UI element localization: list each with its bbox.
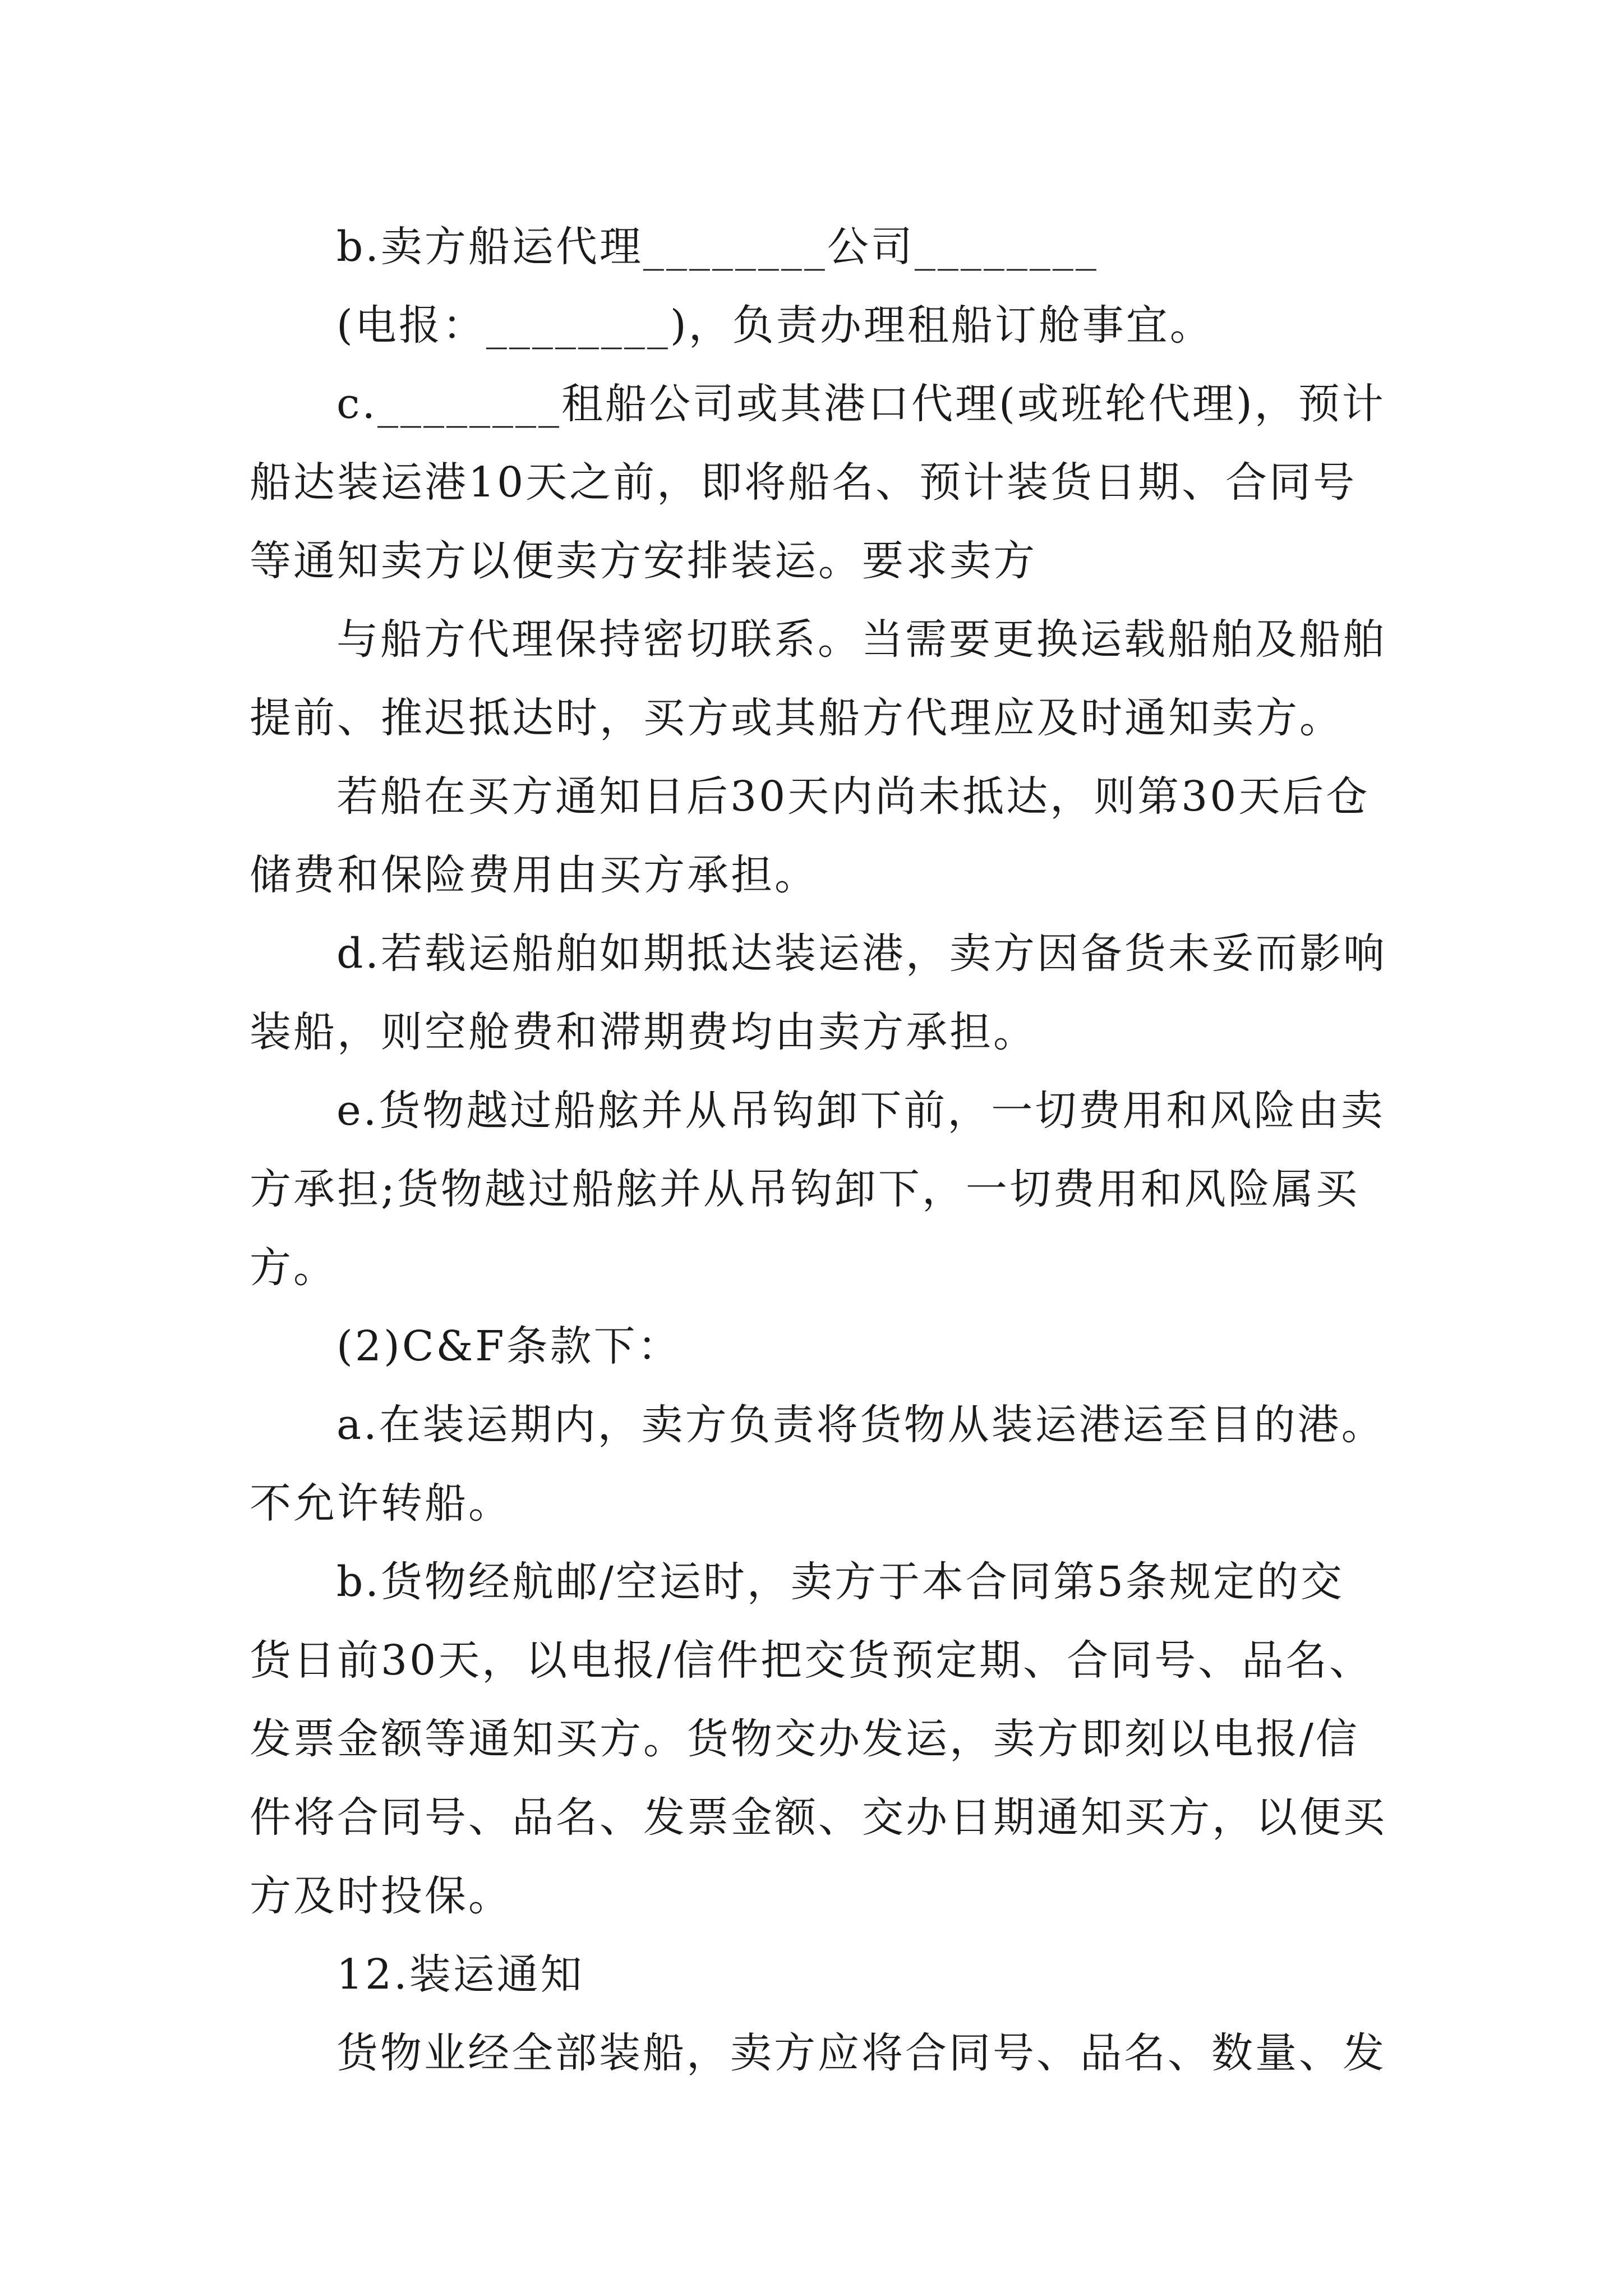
paragraph-line: b.卖方船运代理________公司________ — [336, 223, 1099, 271]
paragraph-line: 发票金额等通知买方。货物交办发运，卖方即刻以电报/信 — [250, 1715, 1359, 1763]
paragraph-line: 若船在买方通知日后30天内尚未抵达，则第30天后仓 — [336, 772, 1370, 821]
paragraph-line: 等通知卖方以便卖方安排装运。要求卖方 — [250, 537, 1037, 585]
paragraph-line: 方及时投保。 — [250, 1872, 512, 1920]
paragraph-line: e.货物越过船舷并从吊钩卸下前，一切费用和风险由卖 — [336, 1087, 1385, 1135]
paragraph-line: 不允许转船。 — [250, 1479, 512, 1527]
paragraph-line: 货日前30天，以电报/信件把交货预定期、合同号、品名、 — [250, 1636, 1373, 1685]
paragraph-line: b.货物经航邮/空运时，卖方于本合同第5条规定的交 — [336, 1558, 1344, 1606]
section-heading: 12.装运通知 — [336, 1950, 584, 1999]
paragraph-line: 船达装运港10天之前，即将船名、预计装货日期、合同号 — [250, 458, 1357, 507]
paragraph-line: (2)C&F条款下： — [336, 1322, 681, 1370]
paragraph-line: c.________租船公司或其港口代理(或班轮代理)，预计 — [336, 380, 1386, 428]
paragraph-line: a.在装运期内，卖方负责将货物从装运港运至目的港。 — [336, 1401, 1385, 1449]
paragraph-line: 装船，则空舱费和滞期费均由卖方承担。 — [250, 1008, 1037, 1056]
document-body — [250, 208, 1394, 2092]
paragraph-line: 储费和保险费用由买方承担。 — [250, 851, 818, 899]
paragraph-line: 方。 — [250, 1244, 337, 1292]
paragraph-line: 件将合同号、品名、发票金额、交办日期通知买方，以便买 — [250, 1793, 1387, 1842]
paragraph-line: d.若载运船舶如期抵达装运港，卖方因备货未妥而影响 — [336, 930, 1387, 978]
paragraph-line: 与船方代理保持密切联系。当需要更换运载船舶及船舶 — [336, 615, 1386, 664]
paragraph-line: (电报：________)，负责办理租船订舱事宜。 — [336, 301, 1214, 349]
paragraph-line: 方承担;货物越过船舷并从吊钩卸下，一切费用和风险属买 — [250, 1165, 1359, 1213]
paragraph-line: 提前、推迟抵达时，买方或其船方代理应及时通知卖方。 — [250, 694, 1343, 742]
paragraph-line: 货物业经全部装船，卖方应将合同号、品名、数量、发 — [336, 2029, 1386, 2077]
